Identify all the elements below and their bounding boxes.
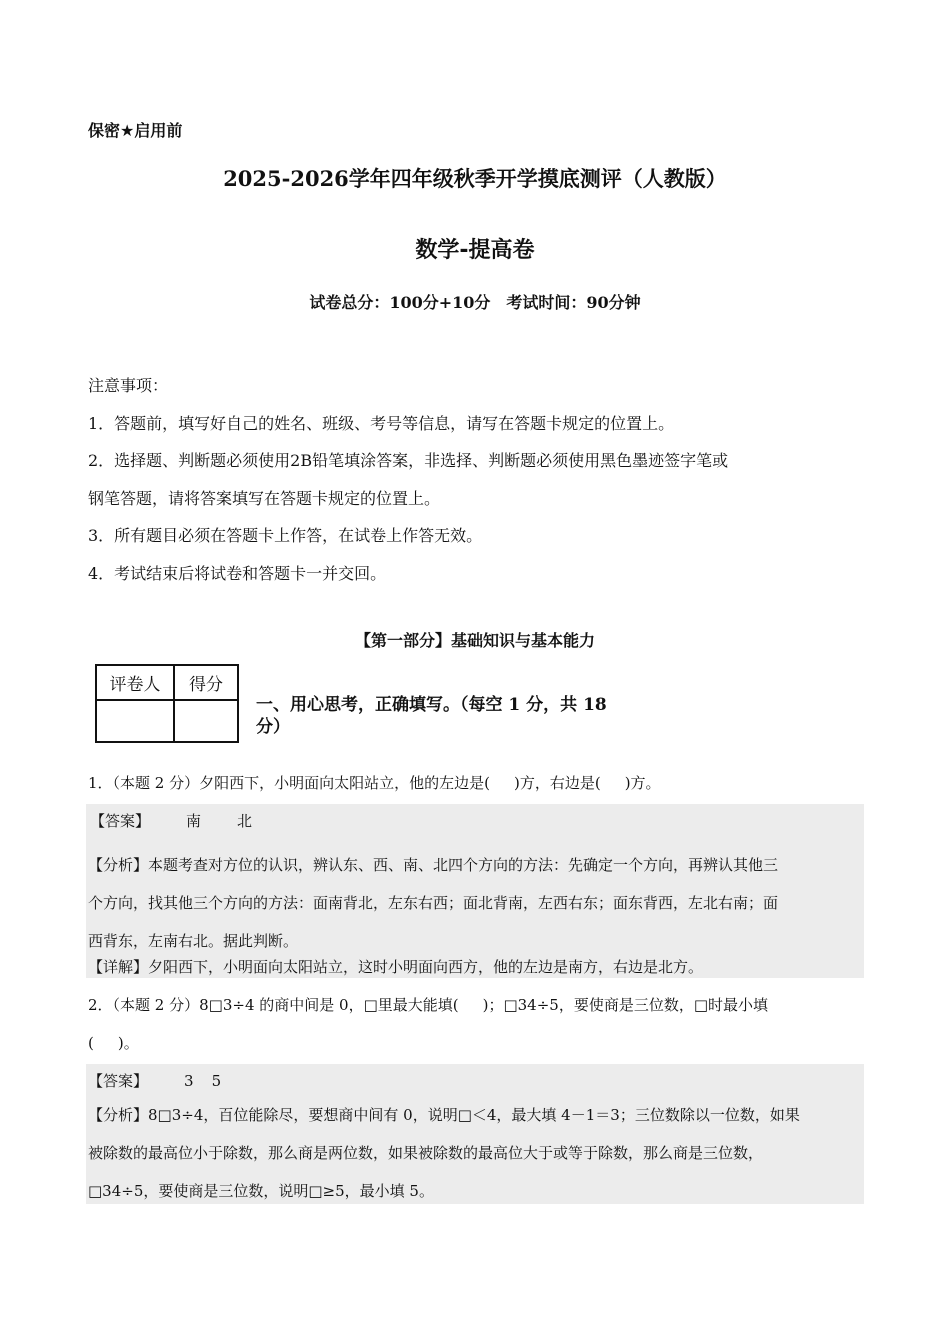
answer-value: 南 <box>186 812 202 830</box>
exam-subtitle: 数学-提高卷 <box>415 238 535 263</box>
part1-title: 【第一部分】基础知识与基本能力 <box>354 631 595 650</box>
note-item: 1．答题前，填写好自己的姓名、班级、考号等信息，请写在答题卡规定的位置上。 <box>88 413 675 433</box>
confidential-mark: 保密★启用前 <box>88 121 183 140</box>
score-cell <box>174 700 238 742</box>
analysis-block: 【分析】8□3÷4，百位能除尽，要想商中间有 0，说明□＜4，最大填 4－1＝3；三位数除以一位数，如果 被除数的最高位小于除数，那么商是两位数，如果被除数的最高位大于或等于除数，那么商是三位数， □34÷5，要使商是三位数，说明□≥5，最小填 5。 <box>88 1106 800 1200</box>
question-2-answer-box <box>86 1064 864 1204</box>
answer-value: 北 <box>237 812 253 830</box>
notes-heading: 注意事项： <box>88 376 169 395</box>
question-2-line2: ( )。 <box>88 1034 139 1052</box>
note-item: 3．所有题目必须在答题卡上作答，在试卷上作答无效。 <box>88 526 483 545</box>
note-item: 2．选择题、判断题必须使用2B铅笔填涂答案，非选择、判断题必须使用黑色墨迹签字笔或 <box>88 451 729 470</box>
analysis-block: 【分析】本题考查对方位的认识，辨认东、西、南、北四个方向的方法：先确定一个方向，再辨认其他三 个方向，找其他三个方向的方法：面南背北，左东右西；面北背南，左西右东；面东背西，左北右南；面 西背东，左南右北。据此判断。 <box>88 856 779 950</box>
notes-section <box>88 367 868 592</box>
section1-title: 一、用心思考，正确填写。（每空 1 分，共 18 分） <box>256 695 607 737</box>
question-2: 2．（本题 2 分）8□3÷4 的商中间是 0，□里最大能填( )；□34÷5，要使商是三位数，□时最小填 <box>88 996 769 1014</box>
question-1-answer-box <box>86 804 864 978</box>
grader-label: 评卷人 <box>96 665 174 700</box>
exam-title: 2025-2026学年四年级秋季开学摸底测评（人教版） <box>223 166 727 191</box>
note-item: 钢笔答题，请将答案填写在答题卡规定的位置上。 <box>88 488 441 508</box>
answer-value: 5 <box>211 1072 222 1090</box>
answer-value: 3 <box>184 1072 194 1090</box>
answer-line: 【答案】 3 5 <box>88 1072 222 1090</box>
grader-cell <box>96 700 174 742</box>
note-item: 4．考试结束后将试卷和答题卡一并交回。 <box>88 563 387 583</box>
score-label: 得分 <box>174 665 238 700</box>
grader-table <box>95 664 239 743</box>
exam-info: 试卷总分：100分+10分 考试时间：90分钟 <box>309 293 641 312</box>
answer-line: 【答案】 南 北 <box>90 812 253 830</box>
question-1: 1．（本题 2 分）夕阳西下，小明面向太阳站立，他的左边是( )方，右边是( )方。 <box>88 774 661 792</box>
detail-line: 【详解】夕阳西下，小明面向太阳站立，这时小明面向西方，他的左边是南方，右边是北方。 <box>88 958 704 976</box>
